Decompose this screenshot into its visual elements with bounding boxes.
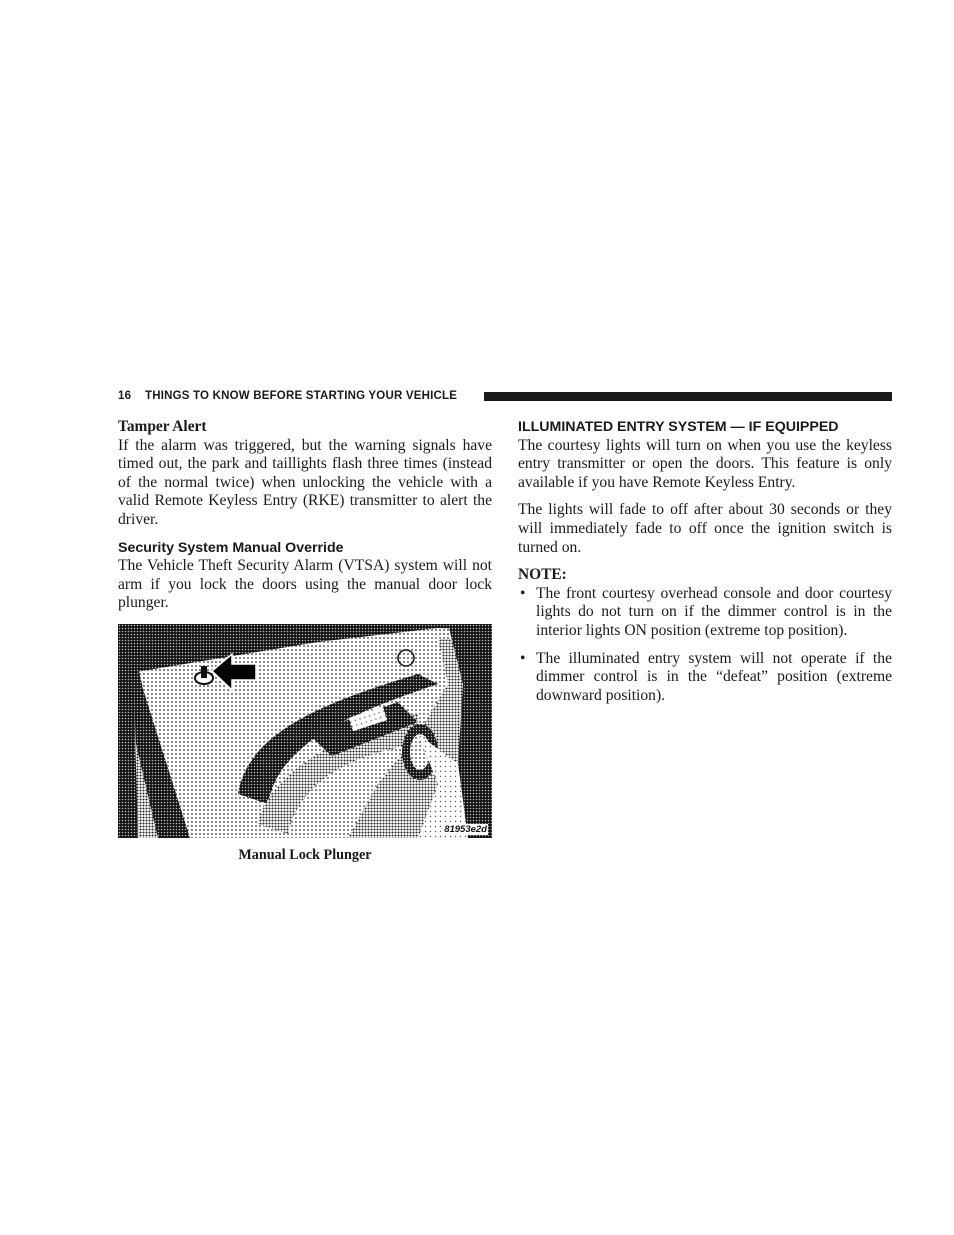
figure-caption: Manual Lock Plunger bbox=[238, 846, 372, 863]
illuminated-entry-para-2: The lights will fade to off after about 30 seconds or they will immediately fade to off once the ignition switch is turned on. bbox=[518, 501, 892, 556]
left-column bbox=[118, 418, 492, 865]
list-item bbox=[518, 585, 892, 641]
running-header-title: THINGS TO KNOW BEFORE STARTING YOUR VEHICLE bbox=[145, 390, 458, 402]
bullet-text: The front courtesy overhead console and door courtesy lights do not turn on if the dimmer control is in the interior lights ON position (extreme top position). bbox=[536, 584, 892, 639]
page-header bbox=[118, 388, 892, 408]
manual-lock-plunger-figure bbox=[118, 624, 492, 838]
illuminated-entry-para-1: The courtesy lights will turn on when you use the keyless entry transmitter or open the doors. This feature is only available if you have Remote Keyless Entry. bbox=[518, 436, 892, 491]
manual-override-heading: Security System Manual Override bbox=[118, 539, 344, 556]
illuminated-entry-heading: ILLUMINATED ENTRY SYSTEM — IF EQUIPPED bbox=[518, 419, 839, 435]
note-label: NOTE: bbox=[518, 566, 567, 584]
list-item bbox=[518, 650, 892, 706]
page-number: 16 bbox=[118, 390, 132, 402]
bullet-icon: • bbox=[520, 584, 526, 602]
figure-code: 81953e2d bbox=[444, 823, 487, 835]
tamper-alert-heading: Tamper Alert bbox=[118, 418, 207, 435]
bullet-icon: • bbox=[520, 649, 526, 667]
bullet-text: The illuminated entry system will not operate if the dimmer control is in the “defeat” position (extreme downward position). bbox=[536, 649, 892, 704]
note-list bbox=[518, 585, 892, 706]
tamper-alert-text: If the alarm was triggered, but the warning signals have timed out, the park and taillights flash three times (instead of the normal twice) when unlocking the vehicle with a valid Remote Keyless Entry (RKE) transmitter to alert the driver. bbox=[118, 436, 492, 528]
manual-override-text: The Vehicle Theft Security Alarm (VTSA) system will not arm if you lock the doors using the manual door lock plunger. bbox=[118, 557, 492, 612]
header-rule bbox=[484, 392, 892, 401]
door-illustration bbox=[118, 624, 492, 838]
right-column bbox=[518, 418, 892, 705]
